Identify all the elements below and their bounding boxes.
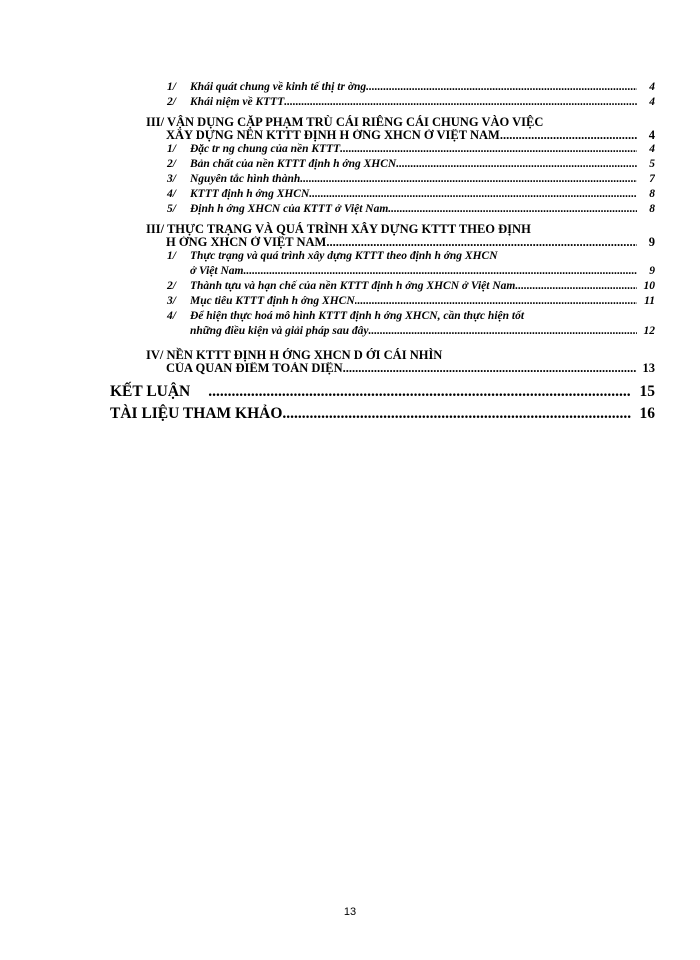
toc-page-number: 11 [644, 295, 655, 307]
toc-page-number: 13 [642, 362, 655, 375]
dot-leader [340, 142, 637, 157]
toc-item-3a-1[interactable] [110, 142, 655, 157]
toc-page-number: 8 [649, 188, 655, 200]
toc-page-number: 16 [639, 405, 655, 422]
dot-leader [500, 129, 637, 142]
toc-item-3b-2[interactable] [110, 279, 655, 294]
toc-item-2-2[interactable] [110, 95, 655, 110]
toc-item-3a-3[interactable] [110, 172, 655, 187]
dot-leader [368, 324, 637, 339]
toc-item-title: Khái niệm về KTTT [190, 96, 285, 108]
dot-leader [355, 294, 637, 309]
toc-conclusion[interactable] [110, 381, 655, 403]
dot-leader [282, 403, 631, 425]
dot-leader [208, 381, 631, 403]
dot-leader [396, 157, 637, 172]
toc-item-2-1[interactable] [110, 80, 655, 95]
toc-item-3a-5[interactable] [110, 202, 655, 217]
toc-item-number: 2/ [167, 158, 176, 170]
toc-item-title-line1: Để hiện thực hoá mô hình KTTT định h ớng XHCN, cần thực hiện tốt [190, 310, 525, 322]
toc-item-title: Khái quát chung về kinh tế thị tr ờng [190, 81, 367, 93]
toc-page-number: 4 [648, 129, 655, 142]
toc-item-number: 3/ [167, 295, 176, 307]
toc-section-title-line1: III/ THỰC TRẠNG VÀ QUÁ TRÌNH XÂY DỰNG KTTT THEO ĐỊNH [146, 222, 531, 236]
dot-leader [326, 236, 637, 249]
toc-references[interactable] [110, 403, 655, 425]
toc-item-title: Nguyên tắc hình thành [190, 173, 301, 185]
toc-item-3a-4[interactable] [110, 187, 655, 202]
dot-leader [300, 172, 637, 187]
dot-leader [366, 80, 637, 95]
toc-page-number: 4 [649, 96, 655, 108]
toc-item-title: Định h ớng XHCN của KTTT ở Việt Nam [190, 203, 389, 215]
toc-page-number: 10 [643, 280, 655, 292]
toc-top-title: TÀI LIỆU THAM KHẢO [110, 405, 283, 422]
toc-page-number: 7 [649, 173, 655, 185]
toc-section-title-line2: CỦA QUAN ĐIỂM TOÀN DIỆN [166, 362, 343, 375]
toc-item-title-line2: những điều kiện và giải pháp sau đây [190, 325, 369, 337]
toc-item-title-line1: Thực trạng và quá trình xây dựng KTTT theo định h ớng XHCN [190, 250, 498, 262]
toc-item-3b-1[interactable] [110, 249, 655, 279]
toc-item-number: 1/ [167, 250, 176, 262]
toc-page-number: 9 [648, 236, 655, 249]
toc-item-title: Bản chất của nền KTTT định h ớng XHCN [190, 158, 397, 170]
toc-item-title: Thành tựu và hạn chế của nền KTTT định h ớng XHCN ở Việt Nam [190, 280, 516, 292]
toc-page-number: 12 [643, 325, 655, 337]
toc-item-number: 3/ [167, 173, 176, 185]
toc-section-title-line2: XÂY DỰNG NỀN KTTT ĐỊNH H ỚNG XHCN Ở VIỆT NAM [166, 129, 500, 142]
toc-item-title: Đặc tr ng chung của nền KTTT [190, 143, 341, 155]
toc-item-title: Mục tiêu KTTT định h ớng XHCN [190, 295, 355, 307]
toc-item-number: 2/ [167, 280, 176, 292]
toc-page-number: 5 [649, 158, 655, 170]
toc-item-number: 1/ [167, 81, 176, 93]
toc-item-number: 2/ [167, 96, 176, 108]
dot-leader [284, 95, 637, 110]
toc-section-3a[interactable] [110, 116, 655, 142]
toc-section-4[interactable] [110, 349, 655, 375]
toc-item-number: 4/ [167, 310, 176, 322]
toc-top-title: KẾT LUẬN [110, 383, 191, 400]
dot-leader [343, 362, 637, 375]
toc-page-number: 8 [649, 203, 655, 215]
toc-page-number: 4 [649, 143, 655, 155]
toc-item-3b-4[interactable] [110, 309, 655, 339]
toc-page-number: 15 [639, 383, 655, 400]
table-of-contents [110, 80, 655, 425]
dot-leader [309, 187, 637, 202]
toc-section-title-line1: III/ VẬN DỤNG CẶP PHẠM TRÙ CÁI RIÊNG CÁI CHUNG VÀO VIỆC [146, 115, 544, 129]
toc-item-title-line2: ở Việt Nam. [190, 265, 247, 277]
toc-section-title-line1: IV/ NỀN KTTT ĐỊNH H ỚNG XHCN D ỚI CÁI NHÌN [146, 348, 443, 362]
dot-leader [246, 264, 637, 279]
toc-section-title-line2: H ỚNG XHCN Ở VIỆT NAM [166, 236, 327, 249]
toc-item-3a-2[interactable] [110, 157, 655, 172]
page-number: 13 [343, 906, 357, 918]
dot-leader [388, 202, 637, 217]
toc-item-number: 5/ [167, 203, 176, 215]
toc-item-3b-3[interactable] [110, 294, 655, 309]
toc-section-3b[interactable] [110, 223, 655, 249]
toc-item-title: KTTT định h ớng XHCN [190, 188, 310, 200]
toc-page-number: 9 [649, 265, 655, 277]
toc-page-number: 4 [649, 81, 655, 93]
toc-item-number: 4/ [167, 188, 176, 200]
dot-leader [515, 279, 637, 294]
toc-item-number: 1/ [167, 143, 176, 155]
